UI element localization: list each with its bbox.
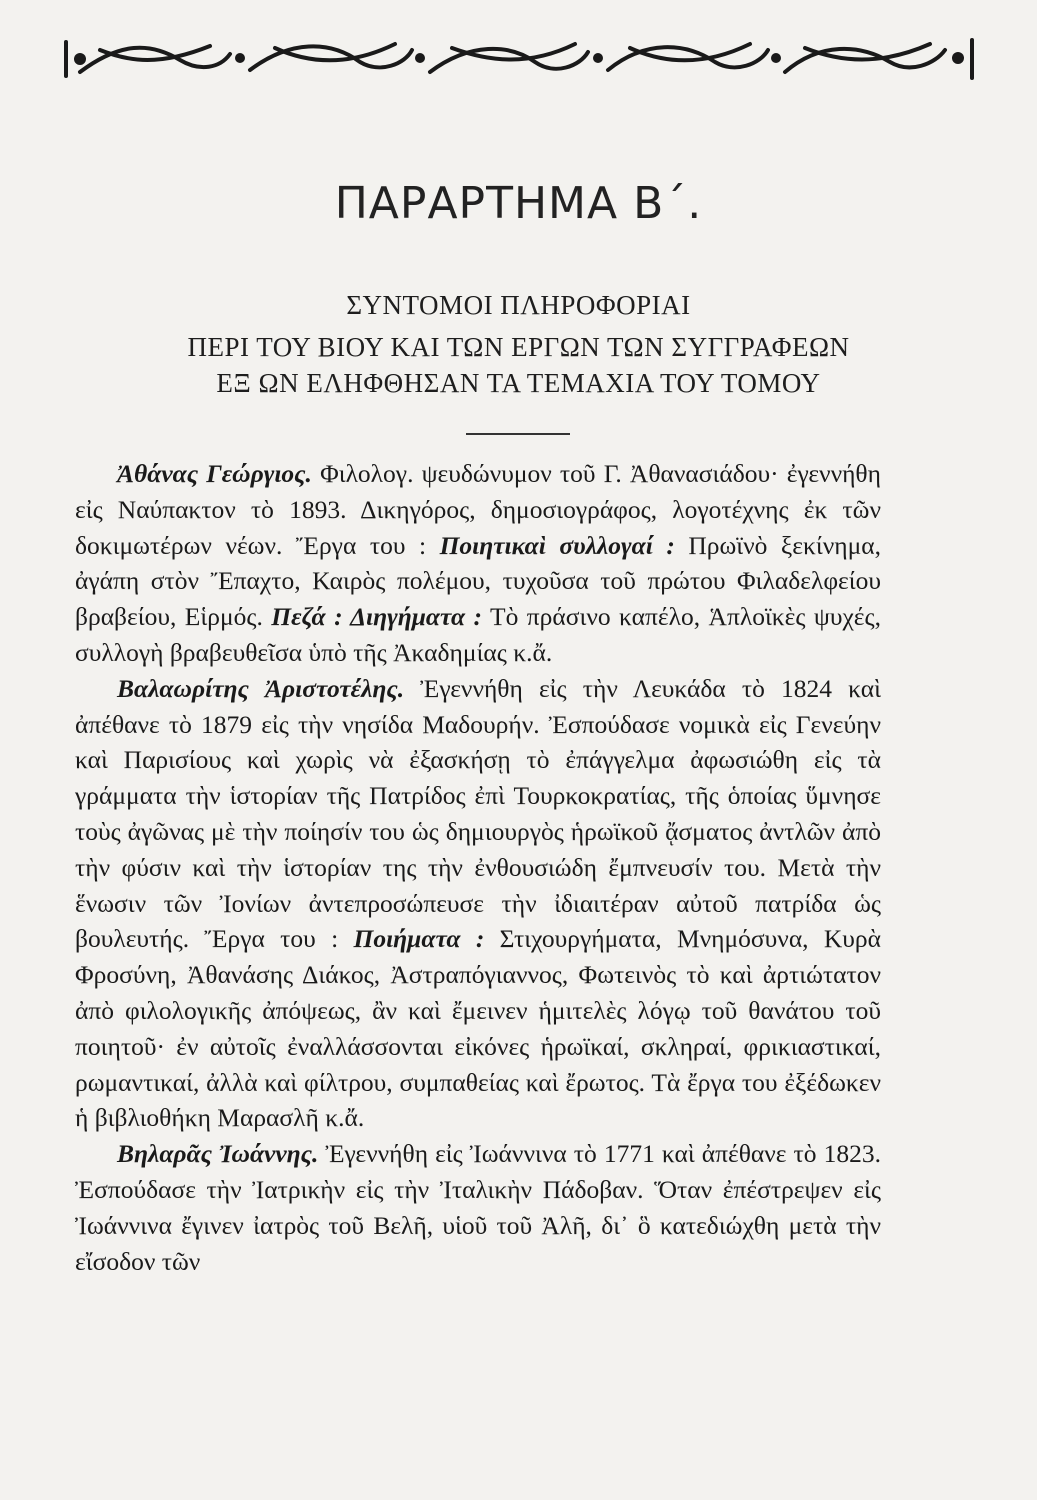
- entry-text: Φιλολογ. ψευδώνυμον τοῦ Γ. Ἀθανασιάδου· ἐγεννήθη εἰς Ναύπακτον τὸ 1893. Δικηγόρος, δημοσιογράφος, λογοτέχνης ἐκ τῶν δοκιμωτέρων νέων. Ἔργα του :: [75, 459, 881, 560]
- divider: [466, 433, 570, 435]
- entry-text: Πρωϊνὸ ξεκίνημα, ἀγάπη στὸν Ἔπαχτο, Καιρὸς πολέμου, τυχοῦσα τοῦ πρώτου Φιλαδελφείου βραβείου, Εἱρμός.: [75, 530, 881, 632]
- author-name: Βαλαωρίτης Ἀριστοτέλης.: [117, 673, 405, 703]
- ornamental-border: [60, 32, 978, 84]
- page-title: ΠΑΡΑΡΤΗΜΑ Β΄.: [334, 178, 703, 229]
- entry-vilaras: [75, 1136, 881, 1279]
- author-name: Ἀθάνας Γεώργιος.: [117, 459, 312, 488]
- subtitle-line-3: ΕΞ ΩΝ ΕΛΗΦΘΗΣΑΝ ΤΑ ΤΕΜΑΧΙΑ ΤΟΥ ΤΟΜΟΥ: [216, 368, 821, 398]
- entries-list: [75, 456, 881, 1279]
- subtitle-line-1: ΣΥΝΤΟΜΟΙ ΠΛΗΡΟΦΟΡΙΑΙ: [346, 290, 691, 320]
- entry-text: Ἐγεννήθη εἰς Ἰωάννινα τὸ 1771 καὶ ἀπέθανε τὸ 1823. Ἐσπούδασε τὴν Ἰατρικὴν εἰς τὴν Ἰταλικὴν Πάδοβαν. Ὅταν ἐπέστρεψεν εἰς Ἰωάννινα ἔγινεν ἰατρὸς τοῦ Βελῆ, υἱοῦ τοῦ Ἀλῆ, δι᾽ ὃ κατεδιώχθη μετὰ τὴν εἴσοδον τῶν: [75, 1139, 881, 1276]
- entry-text: Τὸ πράσινο καπέλο, Ἁπλοϊκὲς ψυχές, συλλογὴ βραβευθεῖσα ὑπὸ τῆς Ἀκαδημίας κ.ἄ.: [75, 602, 881, 667]
- author-name: Βηλαρᾶς Ἰωάννης.: [117, 1139, 319, 1169]
- works-category: Πεζά : Διηγήματα :: [271, 602, 483, 632]
- entry-text: Στιχουργήματα, Μνημόσυνα, Κυρὰ Φροσύνη, Ἀθανάσης Διάκος, Ἀστραπόγιαννος, Φωτεινὸς τὸ καὶ ἀρτιώτατον ἀπὸ φιλολογικῆς ἀπόψεως, ἂν καὶ ἔμεινεν ἡμιτελὲς λόγῳ τοῦ θανάτου τοῦ ποιητοῦ· ἐν αὐτοῖς ἐναλλάσσονται εἰκόνες ἡρωϊκαί, σκληραί, φρικιαστικαί, ρωμαντικαί, ἀλλὰ καὶ φίλτρου, συμπαθείας καὶ ἔρωτος. Τὰ ἔργα του ἐξέδωκεν ἡ βιβλιοθήκη Μαρασλῆ κ.ἄ.: [75, 924, 882, 1133]
- works-category: Ποιήματα :: [353, 924, 485, 954]
- entry-athanas: [75, 456, 881, 671]
- entry-text: Ἐγεννήθη εἰς τὴν Λευκάδα τὸ 1824 καὶ ἀπέθανε τὸ 1879 εἰς τὴν νησίδα Μαδουρήν. Ἐσπούδασε νομικὰ εἰς Γενεύην καὶ Παρισίους καὶ χωρὶς νὰ ἐξασκήσῃ τὸ ἐπάγγελμα ἀφωσιώθη εἰς τὰ γράμματα τὴν ἱστορίαν τῆς Πατρίδος ἐπὶ Τουρκοκρατίας, τῆς ὁποίας ὕμνησε τοὺς ἀγῶνας μὲ τὴν ποίησίν του ὡς δημιουργὸς ἡρωϊκοῦ ᾄσματος ἀντλῶν ἀπὸ τὴν φύσιν καὶ τὴν ἱστορίαν της τὴν ἐνθουσιώδη ἔμπνευσίν του. Μετὰ τὴν ἕνωσιν τῶν Ἰονίων ἀντεπροσώπευσε τὴν ἰδιαιτέραν αὐτοῦ πατρίδα ὡς βουλευτής. Ἔργα του :: [75, 673, 881, 954]
- subtitle-line-2: ΠΕΡΙ ΤΟΥ ΒΙΟΥ ΚΑΙ ΤΩΝ ΕΡΓΩΝ ΤΩΝ ΣΥΓΓΡΑΦΕΩΝ: [187, 332, 850, 362]
- works-category: Ποιητικαὶ συλλογαί :: [439, 530, 675, 560]
- entry-valaoritis: [75, 671, 881, 1136]
